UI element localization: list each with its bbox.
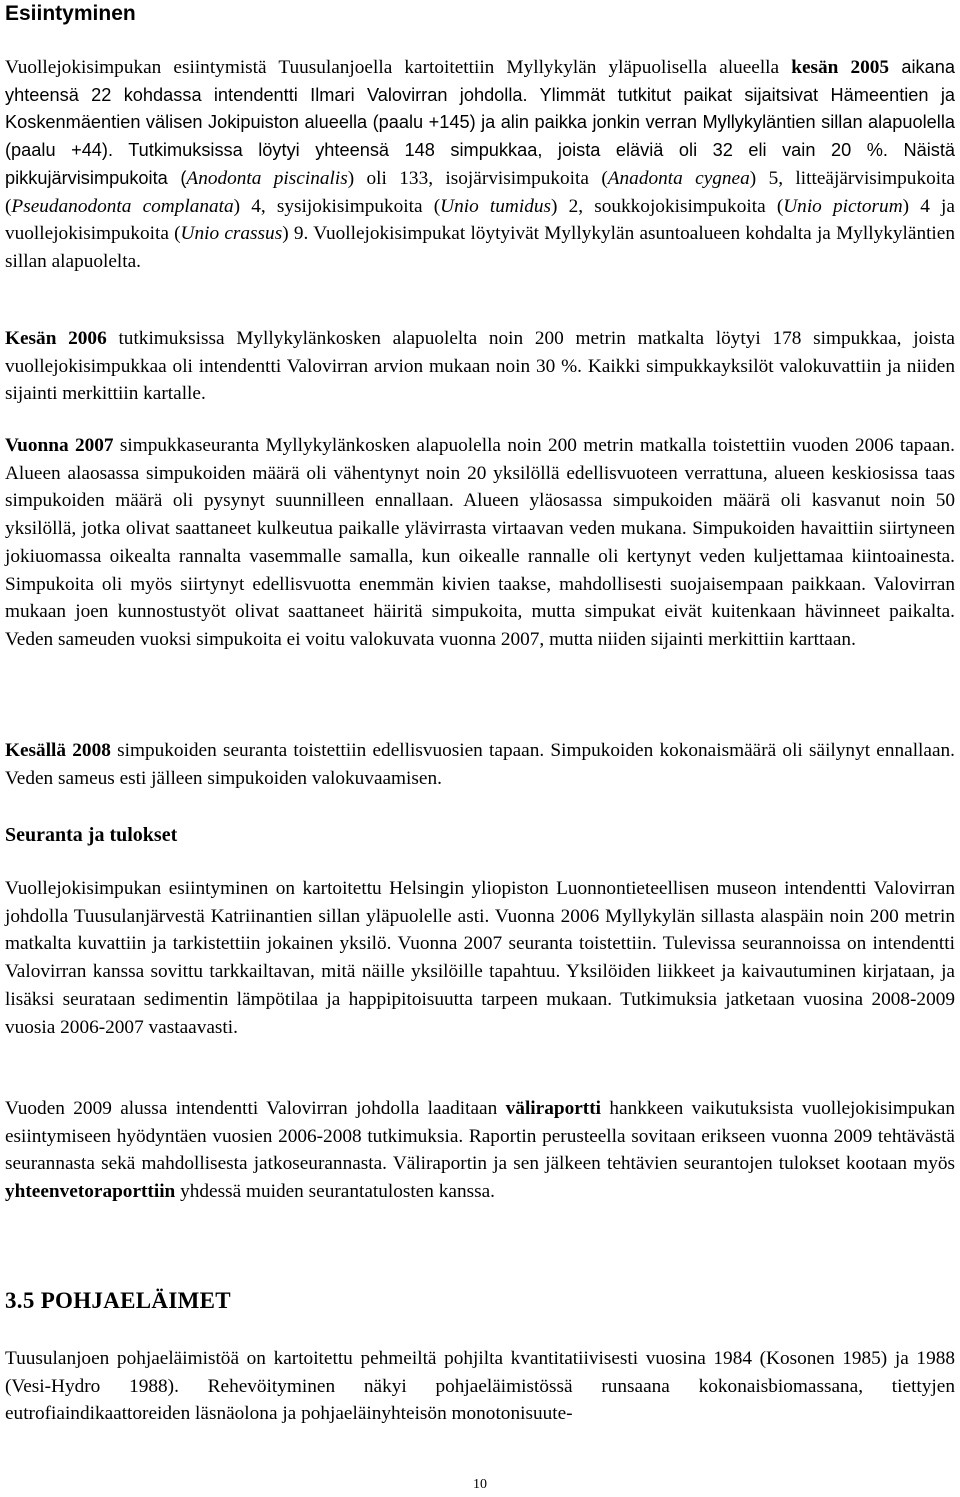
section-heading-esiintyminen: Esiintyminen bbox=[5, 2, 136, 25]
species-name: Unio crassus bbox=[180, 223, 283, 245]
text-run: ) oli 133, isojärvisimpukoita ( bbox=[347, 167, 608, 189]
paragraph-interim-report bbox=[5, 1095, 955, 1206]
text-run: ) 5, litteäjärvisimpukoita ( bbox=[5, 167, 955, 217]
text-run: ) 4 ja vuollejokisimpukoita ( bbox=[5, 195, 955, 245]
section-heading-pohjaelaimet: 3.5 POHJAELÄIMET bbox=[5, 1288, 231, 1313]
text-run: simpukoiden seuranta toistettiin edellisvuosien tapaan. Simpukoiden kokonaismäärä oli säilynyt ennallaan. Veden sameus esti jälleen simpukoiden valokuvaamisen. bbox=[5, 740, 955, 789]
text-run: Vuoden 2009 alussa intendentti Valovirran johdolla laaditaan bbox=[5, 1098, 506, 1119]
bold-term: yhteenvetoraporttiin bbox=[5, 1181, 176, 1203]
paragraph-survey-2006 bbox=[5, 325, 955, 408]
text-run: ) 4, sysijokisimpukoita ( bbox=[233, 195, 441, 217]
bold-term: väliraportti bbox=[505, 1098, 601, 1119]
section-heading-seuranta: Seuranta ja tulokset bbox=[5, 824, 178, 846]
species-name: Anodonta piscinalis bbox=[186, 167, 348, 189]
bold-term: kesän 2005 bbox=[791, 57, 890, 78]
text-run: tutkimuksissa Myllykylänkosken alapuolelta noin 200 metrin matkalta löytyi 178 simpukkaa, joista vuollejokisimpukkaa oli intendentti Valovirran arvion mukaan noin 30 %. Kaikki simpukkayksilöt valokuvattiin ja niiden sijainti merkittiin kartalle. bbox=[5, 328, 955, 405]
bold-term: Vuonna 2007 bbox=[5, 435, 114, 456]
species-name: Pseudanodonta complanata bbox=[11, 195, 234, 217]
species-name: Anadonta cygnea bbox=[607, 167, 750, 189]
text-run: ) 2, soukkojokisimpukoita ( bbox=[550, 195, 784, 217]
bold-term: Kesällä 2008 bbox=[5, 740, 111, 761]
text-run: Vuollejokisimpukan esiintymistä Tuusulanjoella kartoitettiin Myllykylän yläpuolisella alueella bbox=[5, 57, 792, 78]
text-run: yhdessä muiden seurantatulosten kanssa. bbox=[175, 1181, 495, 1203]
paragraph-survey-2008 bbox=[5, 737, 955, 792]
page-number: 10 bbox=[473, 1477, 487, 1492]
text-run: aikana yhteensä 22 kohdassa intendentti Ilmari Valovirran johdolla. Ylimmät tutkitut paikat sijaitsivat Hämeentien ja Koskenmäentien välisen Jokipuiston alueella (paalu +145) ja alin paikka jonkin verran Myllykyläntien sillan alapuolella (paalu +44). Tutkimuksissa löytyi yhteensä 148 simpukkaa, joista eläviä oli 32 eli vain 20 %. Näistä pikkujärvisimpukoita ( bbox=[5, 57, 955, 188]
species-name: Unio tumidus bbox=[440, 195, 551, 217]
paragraph-survey-2007 bbox=[5, 432, 955, 654]
text-run: hankkeen vaikutuksista vuollejokisimpukan esiintymiseen hyödyntäen vuosien 2006-2008 tutkimuksia. Raportin perusteella sovitaan erikseen vuonna 2009 tehtävästä seurannasta sekä mahdollisesta jatkoseurannasta. Väliraportin ja sen jälkeen tehtävien seurantojen tulokset kootaan myös bbox=[5, 1098, 955, 1175]
paragraph-benthic-fauna: Tuusulanjoen pohjaeläimistöä on kartoitettu pehmeiltä pohjilta kvantitatiivisesti vuosina 1984 (Kosonen 1985) ja 1988 (Vesi-Hydro 1988). Rehevöityminen näkyi pohjaeläimistössä runsaana kokonaisbiomassana, tiettyjen eutrofiaindikaattoreiden läsnäolona ja pohjaeläinyhteisön monotonisuute- bbox=[5, 1348, 955, 1425]
text-run: ) 9. Vuollejokisimpukat löytyivät Myllykylän asuntoalueen kohdalta ja Myllykyläntien sillan alapuolelta. bbox=[5, 223, 955, 272]
species-name: Unio pictorum bbox=[783, 195, 903, 217]
text-run: simpukkaseuranta Myllykylänkosken alapuolella noin 200 metrin matkalla toistettiin vuoden 2006 tapaan. Alueen alaosassa simpukoiden määrä oli vähentynyt noin 20 yksilöllä edellisvuoteen verrattuna, alueen keskiosissa taas simpukoiden määrä oli pysynyt suunnilleen ennallaan. Alueen yläosassa simpukoiden määrä oli kasvanut noin 50 yksilöllä, jotka olivat saattaneet kulkeutua paikalle ylävirrasta virtaavan veden mukana. Simpukoiden havaittiin siirtyneen jokiuomassa oikealta rannalta vasemmalle samalla, kun oikealle rannalle oli kertynyt veden kuljettamaa kiintoainesta. Simpukoita oli myös siirtynyt edellisvuotta enemmän kivien taakse, mahdollisesti suojaisempaan paikkaan. Valovirran mukaan joen kunnostustyöt olivat saattaneet häiritä simpukoita, mutta simpukat eivät kuitenkaan hävinneet paikalta. Veden sameuden vuoksi simpukoita ei voitu valokuvata vuonna 2007, mutta niiden sijainti merkittiin karttaan. bbox=[5, 435, 955, 650]
paragraph-monitoring-plan: Vuollejokisimpukan esiintyminen on kartoitettu Helsingin yliopiston Luonnontieteellisen museon intendentti Valovirran johdolla Tuusulanjärvestä Katriinantien sillan yläpuolelle asti. Vuonna 2006 Myllykylän sillasta alaspäin noin 200 metrin matkalta kuvattiin ja tarkistettiin jokainen yksilö. Vuonna 2007 seuranta toistettiin. Tulevissa seurannoissa on intendentti Valovirran kanssa sovittu tarkkailtavan, mitä näille yksilöille tapahtuu. Yksilöiden liikkeet ja kaivautuminen kirjataan, ja lisäksi seurataan sedimentin lämpötilaa ja happipitoisuutta tarpeen mukaan. Tutkimuksia jatketaan vuosina 2008-2009 vuosia 2006-2007 vastaavasti. bbox=[5, 878, 955, 1038]
bold-term: Kesän 2006 bbox=[5, 328, 107, 349]
paragraph-survey-2005 bbox=[5, 54, 955, 276]
